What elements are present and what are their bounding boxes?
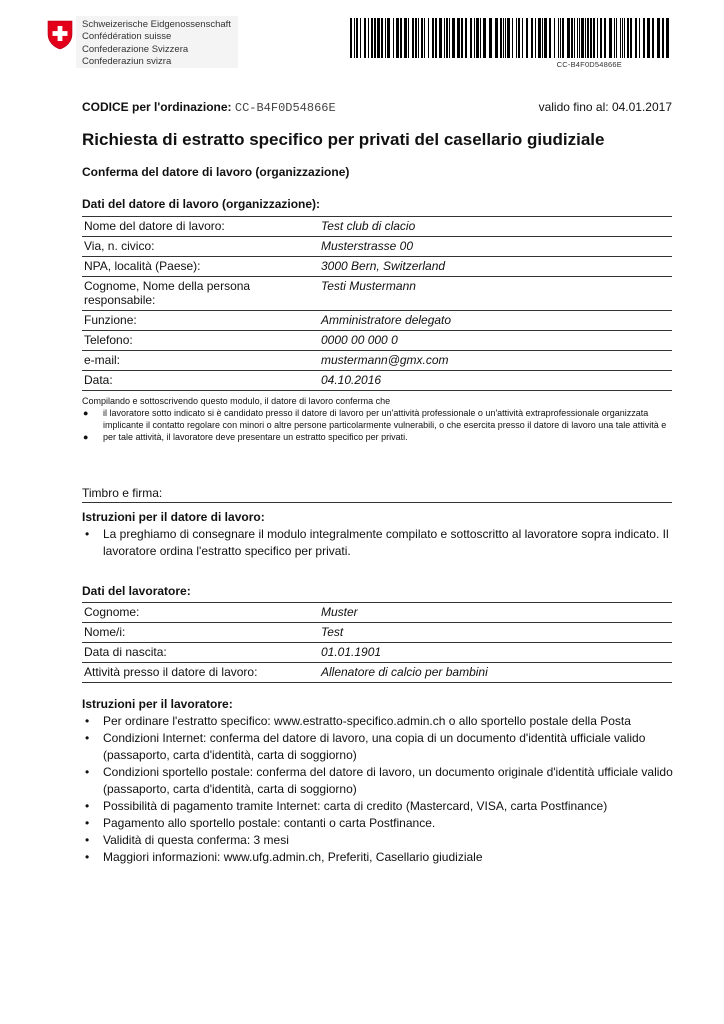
worker-section-title: Dati del lavoratore: xyxy=(82,584,191,598)
worker-data-table xyxy=(82,602,672,683)
worker-instructions-title: Istruzioni per il lavoratore: xyxy=(82,697,233,711)
list-item xyxy=(82,832,682,849)
field-value: Musterstrasse 00 xyxy=(319,237,672,257)
barcode-icon xyxy=(350,18,674,58)
bullet-icon: ● xyxy=(83,408,89,418)
table-row xyxy=(82,623,672,643)
employer-instructions xyxy=(82,509,682,560)
document-title: Richiesta di estratto specifico per privati del casellario giudiziale xyxy=(82,130,605,149)
table-row xyxy=(82,311,672,331)
field-value: Amministratore delegato xyxy=(319,311,672,331)
list-item xyxy=(82,849,682,866)
list-item-text: Condizioni Internet: conferma del datore di lavoro, una copia di un documento d'identità ufficiale valido (passaporto, carta d'identità, carta di soggiorno) xyxy=(103,731,646,762)
field-value: Test club di clacio xyxy=(319,217,672,237)
bullet-icon: • xyxy=(85,850,90,864)
list-item xyxy=(82,730,682,764)
list-item-text: Maggiori informazioni: www.ufg.admin.ch, Preferiti, Casellario giudiziale xyxy=(103,850,483,864)
bullet-icon: • xyxy=(85,816,90,830)
list-item-text: per tale attività, il lavoratore deve presentare un estratto specifico per privati. xyxy=(103,432,408,442)
worker-instructions xyxy=(82,696,682,866)
list-item-text: Condizioni sportello postale: conferma del datore di lavoro, un documento originale d'identità ufficiale valido (passaporto, carta d'identità, carta di soggiorno) xyxy=(103,765,673,796)
field-value: Muster xyxy=(319,603,672,623)
field-value: Test xyxy=(319,623,672,643)
field-label: Attività presso il datore di lavoro: xyxy=(82,663,319,683)
list-item xyxy=(82,815,682,832)
barcode-text: CC-B4F0D54866E xyxy=(556,60,622,69)
bullet-icon: • xyxy=(85,799,90,813)
field-value: Allenatore di calcio per bambini xyxy=(319,663,672,683)
order-code-value: CC-B4F0D54866E xyxy=(234,101,336,115)
confirmation-intro: Compilando e sottoscrivendo questo modulo, il datore di lavoro conferma che xyxy=(82,396,391,406)
bullet-icon: • xyxy=(85,765,90,779)
list-item xyxy=(82,798,682,815)
list-item-text: La preghiamo di consegnare il modulo integralmente compilato e sottoscritto al lavoratore sopra indicato. Il lavoratore ordina l'estratto specifico per privati. xyxy=(103,527,669,558)
table-row xyxy=(82,371,672,391)
list-item-text: il lavoratore sotto indicato si è candidato presso il datore di lavoro per un'attività professionale o un'attività extraprofessionale organizzata implicante il contatto regolare con minori o altre persone particolarmente vulnerabili, o che esercita presso il datore di lavoro una tale attività e xyxy=(103,408,667,430)
table-row xyxy=(82,603,672,623)
field-label: e-mail: xyxy=(82,351,319,371)
order-code-label: CODICE per l'ordinazione: xyxy=(82,100,232,114)
field-label: Funzione: xyxy=(82,311,319,331)
confederation-rm: Confederaziun svizra xyxy=(82,55,172,67)
barcode-block xyxy=(350,18,674,69)
employer-section-title: Dati del datore di lavoro (organizzazione): xyxy=(82,197,321,211)
bullet-icon: ● xyxy=(83,432,89,442)
employer-data-table xyxy=(82,216,672,391)
confederation-de: Schweizerische Eidgenossenschaft xyxy=(82,19,231,30)
table-row xyxy=(82,217,672,237)
confirmation-list xyxy=(82,407,682,443)
field-value: 04.10.2016 xyxy=(319,371,672,391)
confederation-names xyxy=(82,19,231,68)
table-row xyxy=(82,351,672,371)
valid-until: valido fino al: 04.01.2017 xyxy=(538,100,672,114)
table-row xyxy=(82,331,672,351)
table-row xyxy=(82,643,672,663)
list-item-text: Pagamento allo sportello postale: contanti o carta Postfinance. xyxy=(103,816,436,830)
list-item xyxy=(82,526,682,560)
bullet-icon: • xyxy=(85,714,90,728)
field-label: Nome del datore di lavoro: xyxy=(82,217,319,237)
field-label: Telefono: xyxy=(82,331,319,351)
order-code-line xyxy=(82,100,672,115)
field-label: Nome/i: xyxy=(82,623,319,643)
list-item xyxy=(82,407,682,431)
list-item xyxy=(82,713,682,730)
table-row xyxy=(82,257,672,277)
field-value: 0000 00 000 0 xyxy=(319,331,672,351)
worker-instructions-list xyxy=(82,713,682,866)
field-value: 01.01.1901 xyxy=(319,643,672,663)
table-row xyxy=(82,237,672,257)
table-row xyxy=(82,277,672,311)
field-value: mustermann@gmx.com xyxy=(319,351,672,371)
field-value: Testi Mustermann xyxy=(319,277,672,311)
document-header xyxy=(44,18,684,72)
bullet-icon: • xyxy=(85,527,90,541)
field-label: Data di nascita: xyxy=(82,643,319,663)
stamp-signature-field: Timbro e firma: xyxy=(82,486,672,503)
bullet-icon: • xyxy=(85,731,90,745)
employer-instructions-title: Istruzioni per il datore di lavoro: xyxy=(82,510,265,524)
field-label: NPA, località (Paese): xyxy=(82,257,319,277)
list-item-text: Validità di questa conferma: 3 mesi xyxy=(103,833,289,847)
list-item-text: Per ordinare l'estratto specifico: www.estratto-specifico.admin.ch o allo sportello postale della Posta xyxy=(103,714,631,728)
field-label: Cognome: xyxy=(82,603,319,623)
confederation-it: Confederazione Svizzera xyxy=(82,43,189,55)
field-label: Cognome, Nome della persona responsabile: xyxy=(82,277,319,311)
list-item xyxy=(82,431,682,443)
document-subtitle: Conferma del datore di lavoro (organizzazione) xyxy=(82,165,350,179)
confederation-fr: Confédération suisse xyxy=(82,31,172,43)
field-label: Data: xyxy=(82,371,319,391)
swiss-coat-of-arms-icon xyxy=(47,20,73,50)
field-label: Via, n. civico: xyxy=(82,237,319,257)
employer-instructions-list xyxy=(82,526,682,560)
employer-confirmation xyxy=(82,395,682,443)
list-item xyxy=(82,764,682,798)
table-row xyxy=(82,663,672,683)
field-value: 3000 Bern, Switzerland xyxy=(319,257,672,277)
list-item-text: Possibilità di pagamento tramite Internet: carta di credito (Mastercard, VISA, carta Postfinance) xyxy=(103,799,608,813)
bullet-icon: • xyxy=(85,833,90,847)
